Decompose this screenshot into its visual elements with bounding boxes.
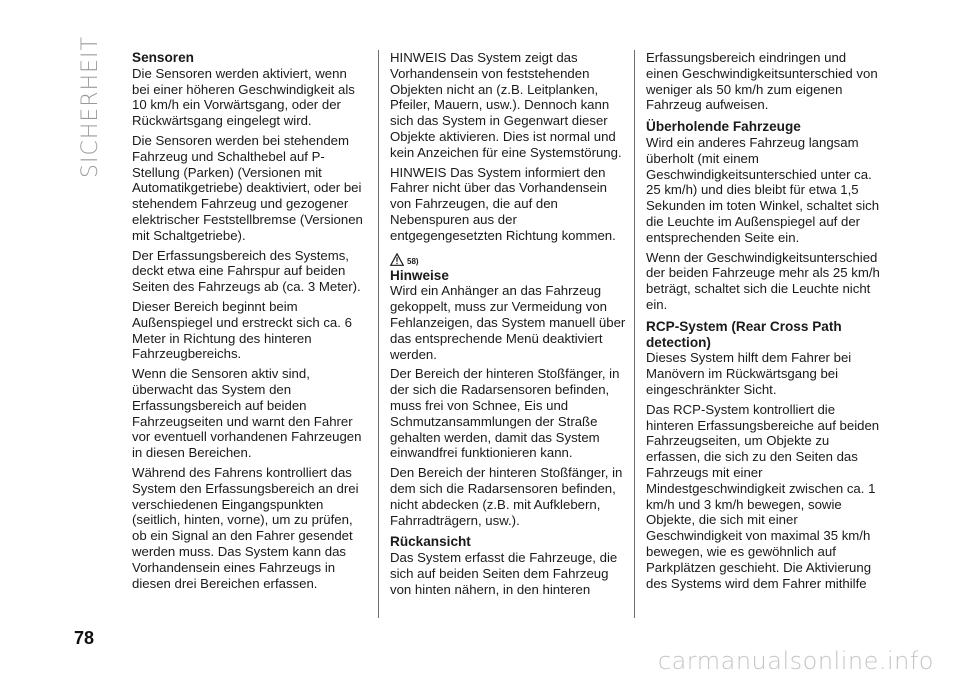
column-3: [646, 50, 882, 595]
paragraph: Das RCP-System kontrolliert die hinteren Erfassungsbereiche auf beiden Fahrzeugseiten, um Objekte zu erfassen, die sich zu den Seiten das Fahrzeugs mit einer Mindestgeschwindigkeit zwischen ca. 1 km/h und 3 km/h bewegen, sowie Objekte, die sich mit einer Geschwindigkeit von maximal 35 km/h bewegen, wie es gewöhnlich auf Parkplätzen geschieht. Die Aktivierung des Systems wird dem Fahrer mithilfe: [646, 401, 880, 591]
paragraph: Dieser Bereich beginnt beim Außenspiegel und erstreckt sich ca. 6 Meter in Richtung des hinteren Fahrzeugbereichs.: [132, 298, 352, 362]
paragraph: Der Erfassungsbereich des Systems, deckt etwa eine Fahrspur auf beiden Seiten des Fahrzeugs ab (ca. 3 Meter).: [132, 247, 361, 295]
section-title: SICHERHEIT: [78, 36, 103, 178]
heading-rueckansicht: Rückansicht: [390, 534, 471, 550]
paragraph: Während des Fahrens kontrolliert das System den Erfassungsbereich an drei verschiedenen Eingangspunkten (seitlich, hinten, vorne), um zu prüfen, ob ein Signal an den Fahrer gesendet werden muss. Das System kann das Vorhandensein eines Fahrzeugs in diesen drei Bereichen erfassen.: [132, 464, 359, 591]
paragraph: Wird ein anderes Fahrzeug langsam überholt (mit einem Geschwindigkeitsunterschied unter ca. 25 km/h) und dies bleibt für etwa 1,5 Sekunden im toten Winkel, schaltet sich die Leuchte im Außenspiegel auf der entsprechenden Seite ein.: [646, 134, 880, 245]
paragraph: Das System erfasst die Fahrzeuge, die sich auf beiden Seiten dem Fahrzeug von hinten nähern, in den hinteren: [390, 550, 618, 597]
heading-sensoren: Sensoren: [132, 50, 194, 65]
paragraph: Der Bereich der hinteren Stoßfänger, in der sich die Radarsensoren befinden, muss frei von Schnee, Eis und Schmutzansammlungen der Straße gehalten werden, damit das System einwandfrei funktionieren kann.: [390, 366, 620, 461]
heading-rcp-system: RCP-System (Rear Cross Path detection): [646, 318, 842, 350]
paragraph: HINWEIS Das System informiert den Fahrer nicht über das Vorhandensein von Fahrzeugen, die auf den Nebenspuren aus der entgegengesetzten Richtung kommen.: [390, 164, 616, 243]
heading-ueberholende-fahrzeuge: Überholende Fahrzeuge: [646, 119, 801, 135]
paragraph: Die Sensoren werden aktiviert, wenn bei einer höheren Geschwindigkeit als 10 km/h ein Vorwärtsgang, oder der Rückwärtsgang eingelegt wird.: [132, 65, 355, 129]
watermark: carmanualsonline.info: [657, 647, 934, 675]
page-number: 78: [74, 628, 95, 648]
paragraph: Erfassungsbereich eindringen und einen Geschwindigkeitsunterschied von weniger als 50 km/h zum eigenen Fahrzeug aufweisen.: [646, 50, 878, 113]
column-2: [390, 50, 626, 602]
heading-hinweise: Hinweise: [390, 267, 449, 283]
paragraph: HINWEIS Das System zeigt das Vorhandensein von feststehenden Objekten nicht an (z.B. Leitplanken, Pfeiler, Mauern, usw.). Dennoch kann sich das System in Gegenwart dieser Objekte aktivieren. Dies ist normal und kein Anzeichen für eine Systemstörung.: [390, 50, 622, 160]
paragraph: Wenn der Geschwindigkeitsunterschied der beiden Fahrzeuge mehr als 25 km/h beträgt, schaltet sich die Leuchte nicht ein.: [646, 249, 880, 312]
warning-triangle-icon: [390, 253, 404, 266]
column-1: [132, 50, 368, 595]
paragraph: Wenn die Sensoren aktiv sind, überwacht das System den Erfassungsbereich auf beiden Fahrzeugseiten und warnt den Fahrer vor eventuell vorhandenen Fahrzeugen in diesen Bereichen.: [132, 366, 362, 461]
paragraph: Den Bereich der hinteren Stoßfänger, in dem sich die Radarsensoren befinden, nicht abdecken (z.B. mit Aufklebern, Fahrradträgern, usw.).: [390, 465, 623, 528]
paragraph: Dieses System hilft dem Fahrer bei Manövern im Rückwärtsgang bei eingeschränkter Sicht.: [646, 350, 852, 397]
column-divider: [378, 50, 379, 618]
paragraph: Die Sensoren werden bei stehendem Fahrzeug und Schalthebel auf P-Stellung (Parken) (Versionen mit Automatikgetriebe) deaktiviert, oder bei stehendem Fahrzeug und gezogener elektrischer Feststellbremse (Versionen mit Schaltgetriebe).: [132, 132, 363, 243]
column-divider: [634, 50, 635, 618]
paragraph: Wird ein Anhänger an das Fahrzeug gekoppelt, muss zur Vermeidung von Fehlanzeigen, das System manuell über das entsprechende Menü deaktiviert werden.: [390, 283, 626, 362]
warning-reference: [390, 248, 626, 266]
warning-ref-number: 58): [407, 256, 419, 266]
